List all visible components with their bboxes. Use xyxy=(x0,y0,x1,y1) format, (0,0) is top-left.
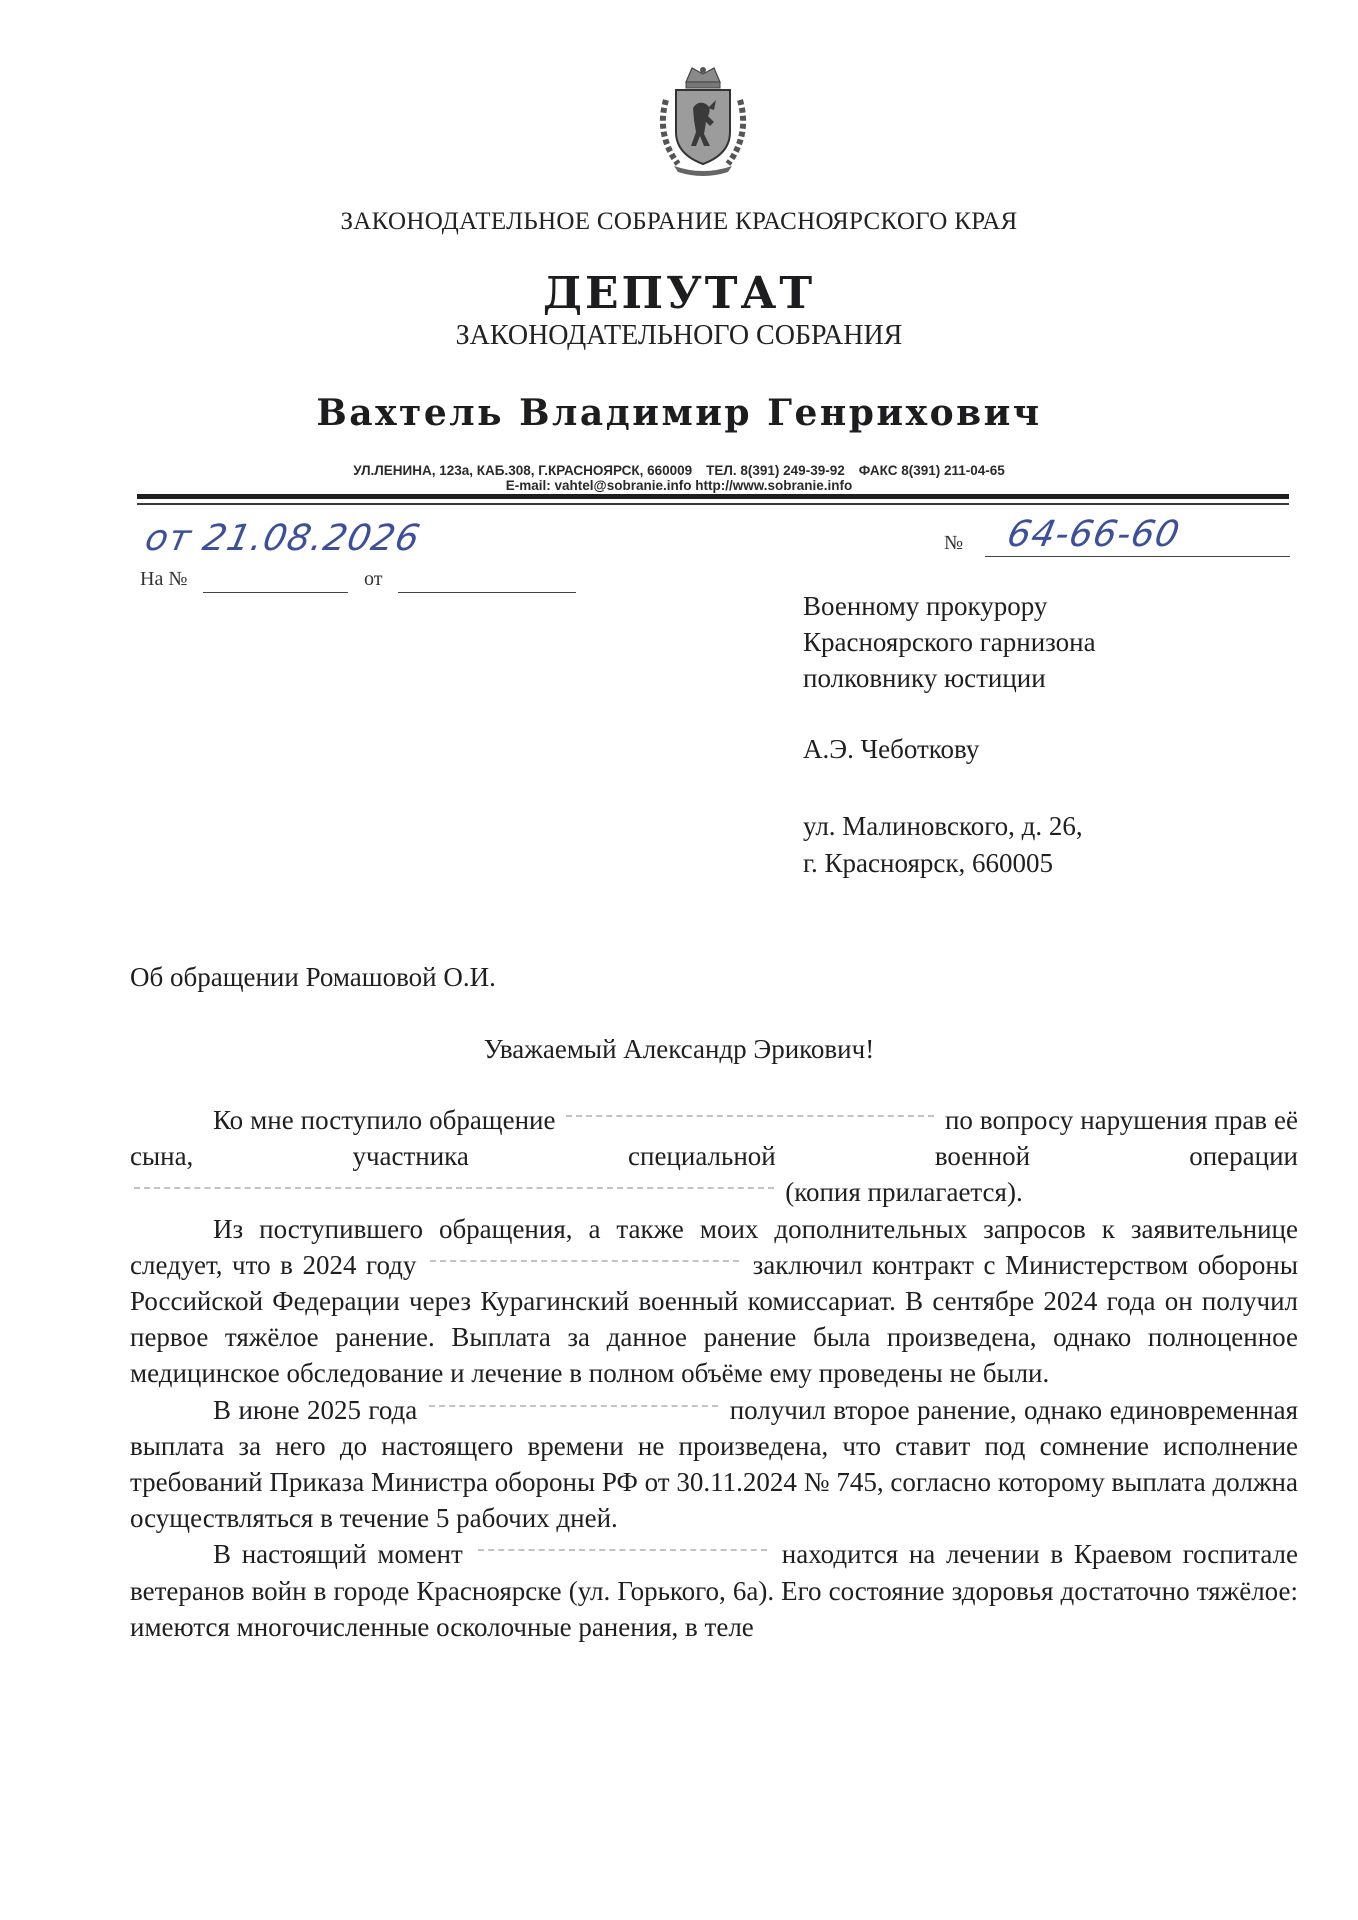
fax-text: ФАКС 8(391) 211-04-65 xyxy=(858,463,1005,478)
addressee-block xyxy=(803,588,1096,696)
addressee-line: Военному прокурору xyxy=(803,591,1048,621)
redacted-text xyxy=(474,1536,771,1572)
reply-to-label: На № xyxy=(140,568,188,590)
addressee-line: полковнику юстиции xyxy=(803,663,1046,693)
body-paragraph: В настоящий момент находится на лечении в Краевом госпитале ветеранов войн в городе Красноярске (ул. Горького, 6а). Его состояние здоровья достаточно тяжёлое: имеются многочисленные осколочные ранения, в теле xyxy=(130,1536,1298,1645)
contacts-block xyxy=(0,463,1358,493)
letter-body xyxy=(130,1102,1298,1645)
redacted-text xyxy=(130,1174,778,1210)
organization-name: ЗАКОНОДАТЕЛЬНОЕ СОБРАНИЕ КРАСНОЯРСКОГО КРАЯ xyxy=(340,208,1018,235)
handwritten-date: от 21.08.2026 xyxy=(141,518,424,559)
email-line: E-mail: vahtel@sobranie.info http://www.sobranie.info xyxy=(505,478,853,493)
header-divider-thick xyxy=(137,494,1289,499)
header-divider-thin xyxy=(137,503,1289,505)
address-line: г. Красноярск, 660005 xyxy=(803,848,1053,878)
deputy-name: Вахтель Владимир Генрихович xyxy=(316,392,1042,434)
letterhead-title: ДЕПУТАТ xyxy=(542,268,816,319)
number-sign: № xyxy=(944,532,964,554)
body-paragraph: Ко мне поступило обращение по вопросу нарушения прав её сына, участника специальной военной операции (копия прилагается). xyxy=(130,1102,1298,1211)
redacted-text xyxy=(562,1102,937,1138)
body-paragraph: Из поступившего обращения, а также моих дополнительных запросов к заявительнице следует, что в 2024 году заключил контракт с Министерством обороны Российской Федерации через Курагинский военный комиссариат. В сентябре 2024 года он получил первое тяжёлое ранение. Выплата за данное ранение была произведена, однако полноценное медицинское обследование и лечение в полном объёме ему проведены не были. xyxy=(130,1213,1299,1389)
addressee-address xyxy=(803,808,1083,882)
addressee-name: А.Э. Чеботкову xyxy=(803,734,980,764)
reply-to-date-label: от xyxy=(364,568,383,590)
address-text: УЛ.ЛЕНИНА, 123а, КАБ.308, Г.КРАСНОЯРСК, 660009 xyxy=(353,463,693,478)
krasnoyarsk-coat-of-arms-icon xyxy=(648,60,758,178)
reply-to-number-line xyxy=(203,592,348,593)
letter-greeting: Уважаемый Александр Эрикович! xyxy=(483,1034,875,1064)
letter-subject: Об обращении Ромашовой О.И. xyxy=(130,962,496,992)
letterhead-subtitle: ЗАКОНОДАТЕЛЬНОГО СОБРАНИЯ xyxy=(455,320,903,351)
number-underline xyxy=(985,556,1290,557)
redacted-text xyxy=(426,1247,743,1283)
redacted-text xyxy=(425,1392,722,1428)
phone-text: ТЕЛ. 8(391) 249-39-92 xyxy=(706,463,845,478)
handwritten-number: 64-66-60 xyxy=(1003,514,1184,555)
body-paragraph: В июне 2025 года получил второе ранение, однако единовременная выплата за него до настоящего времени не произведена, что ставит под сомнение исполнение требований Приказа Министра обороны РФ от 30.11.2024 № 745, согласно которому выплата должна осуществляться в течение 5 рабочих дней. xyxy=(130,1392,1298,1537)
reply-to-date-line xyxy=(398,592,576,593)
address-line: ул. Малиновского, д. 26, xyxy=(803,811,1083,841)
addressee-line: Красноярского гарнизона xyxy=(803,627,1096,657)
